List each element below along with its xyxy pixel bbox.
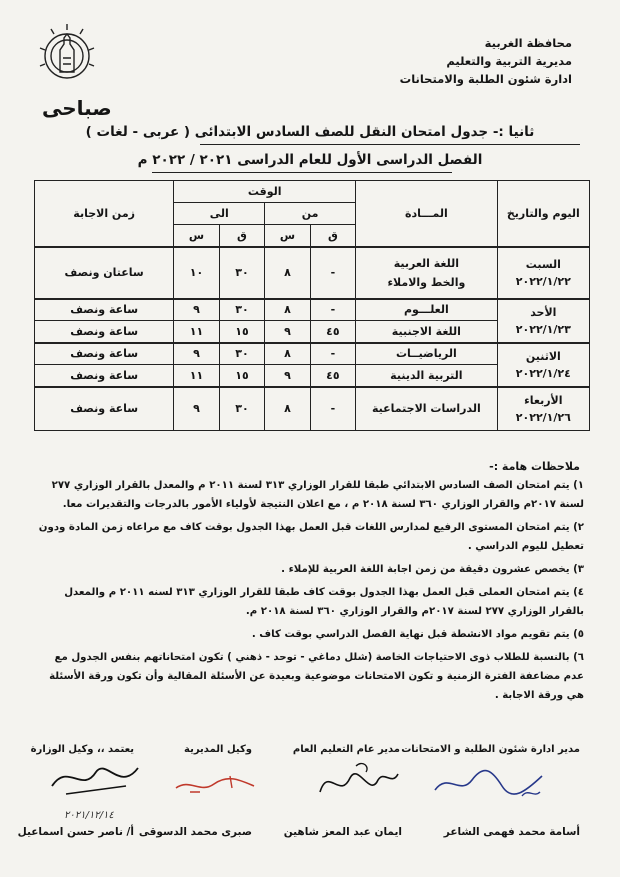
title-underline <box>200 144 580 145</box>
document-subtitle: الفصل الدراسى الأول للعام الدراسى ٢٠٢١ / ٢٠٢٢ م <box>137 152 483 168</box>
period-label: صباحى <box>42 96 112 120</box>
header-to: الى <box>174 203 265 225</box>
signature-name-directorate-deputy: صبرى محمد الدسوقى <box>138 826 252 838</box>
signature-scribble-3 <box>170 768 260 802</box>
header-to-minute: ق <box>219 225 264 247</box>
to-minute: ٣٠ <box>219 343 264 365</box>
answer-duration: ساعة ونصف <box>35 299 174 321</box>
header-subject: المـــادة <box>356 181 498 247</box>
from-hour: ٨ <box>265 247 310 299</box>
day-name: الأربعاء <box>524 393 563 407</box>
signature-title-affairs-director: مدير ادارة شئون الطلبة و الامتحانات <box>401 744 580 755</box>
signature-title-ministry-deputy: يعتمد ،، وكيل الوزارة <box>30 744 134 755</box>
from-minute: ٤٥ <box>310 321 355 343</box>
day-date-cell <box>497 247 589 299</box>
subject-name: الرياضيــات <box>356 343 498 365</box>
table-row <box>35 387 590 431</box>
header-from-minute: ق <box>310 225 355 247</box>
exam-schedule-table <box>34 180 590 431</box>
to-hour: ٩ <box>174 387 219 431</box>
answer-duration: ساعة ونصف <box>35 321 174 343</box>
header-governorate: محافظة الغربية <box>484 36 572 50</box>
to-hour: ١١ <box>174 365 219 387</box>
handwritten-date: ٢٠٢١/١٢/١٤ <box>64 810 114 821</box>
answer-duration: ساعتان ونصف <box>35 247 174 299</box>
to-minute: ١٥ <box>219 321 264 343</box>
signature-scribble-1 <box>430 762 550 804</box>
subject-name: الدراسات الاجتماعية <box>356 387 498 431</box>
table-row <box>35 299 590 321</box>
header-day-date: اليوم والتاريخ <box>497 181 589 247</box>
header-department: ادارة شئون الطلبة والامتحانات <box>399 72 572 86</box>
day-name: السبت <box>525 257 561 271</box>
to-hour: ١١ <box>174 321 219 343</box>
to-minute: ٣٠ <box>219 247 264 299</box>
signature-title-directorate-deputy: وكيل المديرية <box>184 744 252 755</box>
from-hour: ٨ <box>265 343 310 365</box>
to-minute: ١٥ <box>219 365 264 387</box>
header-directorate: مديرية التربية والتعليم <box>446 54 572 68</box>
signature-scribble-2 <box>312 758 402 806</box>
subject-name: اللغة الاجنبية <box>356 321 498 343</box>
signature-name-ministry-deputy: أ/ ناصر حسن اسماعيل <box>17 826 134 838</box>
note-item: ١) يتم امتحان الصف السادس الابتدائي طبقا للقرار الوزاري ٣١٣ لسنة ٢٠١١ م والمعدل بالقرار الوزاري ٢٧٧ لسنة ٢٠١٧م والقرار الوزاري ٣٦٠ لسنة ٢٠١٨ م ، مع اعلان النتيجة لأولياء الأمور بالدرجات والتقديرات معا. <box>51 480 584 510</box>
header-time: الوقت <box>174 181 356 203</box>
from-minute: ٤٥ <box>310 365 355 387</box>
notes-heading: ملاحظات هامة :- <box>489 460 580 473</box>
to-hour: ٩ <box>174 343 219 365</box>
from-minute: - <box>310 247 355 299</box>
from-hour: ٩ <box>265 321 310 343</box>
signature-scribble-4 <box>46 756 146 804</box>
notes-list <box>36 476 584 705</box>
to-minute: ٣٠ <box>219 387 264 431</box>
note-item: ٣) يخصص عشرون دقيقة من زمن اجابة اللغة العربية للإملاء . <box>281 564 584 575</box>
exam-date: ٢٠٢٢/١/٢٣ <box>515 322 571 336</box>
to-minute: ٣٠ <box>219 299 264 321</box>
header-to-hour: س <box>174 225 219 247</box>
signature-title-general-director: مدير عام التعليم العام <box>292 744 400 755</box>
subject-name: اللغة العربية <box>393 256 460 270</box>
signature-name-affairs-director: أسامة محمد فهمى الشاعر <box>443 826 580 838</box>
table-row <box>35 247 590 299</box>
subject-name: العلـــوم <box>356 299 498 321</box>
day-name: الاثنين <box>525 349 561 363</box>
table-row <box>35 343 590 365</box>
answer-duration: ساعة ونصف <box>35 365 174 387</box>
note-item: ٥) يتم تقويم مواد الانشطة قبل نهاية الفصل الدراسي بوقت كاف . <box>251 629 584 640</box>
from-minute: - <box>310 343 355 365</box>
note-item: ٢) يتم امتحان المستوى الرفيع لمدارس اللغات قبل العمل بهذا الجدول بوقت كاف مع مراعاه زمن المادة ودون تعطيل لليوم الدراسي . <box>38 522 584 552</box>
day-date-cell <box>497 387 589 431</box>
day-date-cell <box>497 299 589 343</box>
note-item: ٤) يتم امتحان العملى قبل العمل بهذا الجدول بوقت كاف طبقا للقرار الوزاري ٣١٣ لسنه ٢٠١١ م والمعدل بالقرار الوزاري ٢٧٧ لسنة ٢٠١٧م والقرار الوزاري ٣٦٠ لسنة ٢٠١٨ م. <box>64 587 584 617</box>
signature-name-general-director: ايمان عبد المعز شاهين <box>283 826 402 838</box>
subtitle-underline <box>152 172 452 173</box>
from-minute: - <box>310 299 355 321</box>
from-hour: ٨ <box>265 299 310 321</box>
from-hour: ٩ <box>265 365 310 387</box>
to-hour: ١٠ <box>174 247 219 299</box>
subject-name-line2: والخط والاملاء <box>387 275 466 289</box>
exam-date: ٢٠٢٢/١/٢٦ <box>515 410 571 424</box>
answer-duration: ساعة ونصف <box>35 387 174 431</box>
subject-cell <box>356 247 498 299</box>
document-title: ثانيا :- جدول امتحان النقل للصف السادس الابتدائى ( عربى - لغات ) <box>85 124 535 140</box>
header-from: من <box>265 203 356 225</box>
note-item: ٦) بالنسبة للطلاب ذوى الاحتياجات الخاصة (شلل دماغي - توحد - ذهني ) تكون امتحاناتهم بنفس الجدول مع عدم مضاعفة الفترة الزمنية و تكون الامتحانات موضوعية وبعيدة عن الأسئلة المقالية وأن تكون ورقة الأسئلة هي ورقة الاجابة . <box>49 652 584 701</box>
from-hour: ٨ <box>265 387 310 431</box>
header-duration: زمن الاجابة <box>35 181 174 247</box>
day-date-cell <box>497 343 589 387</box>
from-minute: - <box>310 387 355 431</box>
to-hour: ٩ <box>174 299 219 321</box>
day-name: الأحد <box>530 305 557 319</box>
header-from-hour: س <box>265 225 310 247</box>
governorate-logo-icon <box>36 20 98 90</box>
exam-date: ٢٠٢٢/١/٢٢ <box>515 274 571 288</box>
subject-name: التربية الدينية <box>356 365 498 387</box>
exam-date: ٢٠٢٢/١/٢٤ <box>515 366 571 380</box>
answer-duration: ساعة ونصف <box>35 343 174 365</box>
